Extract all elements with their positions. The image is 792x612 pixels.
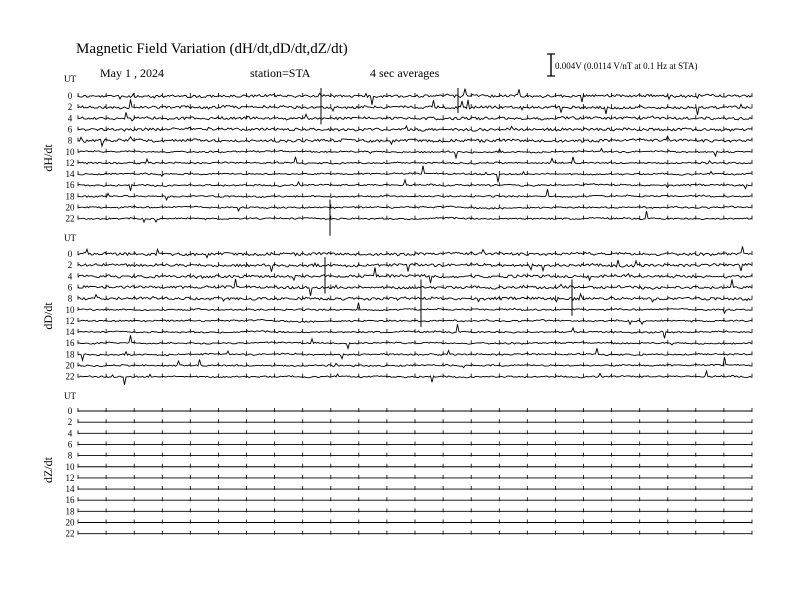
station-label: station=STA <box>250 66 311 80</box>
hour-tick-label: 2 <box>67 260 73 271</box>
hour-tick-label: 4 <box>67 428 73 439</box>
hour-tick-label: 6 <box>67 282 73 293</box>
ut-axis-label: UT <box>64 391 76 401</box>
hour-tick-label: 16 <box>65 495 75 506</box>
hour-tick-label: 4 <box>67 113 73 124</box>
hour-tick-label: 18 <box>65 191 75 202</box>
hour-tick-label: 2 <box>67 102 73 113</box>
hour-tick-label: 12 <box>65 315 75 326</box>
hour-tick-label: 2 <box>67 417 73 428</box>
hour-tick-label: 18 <box>65 506 75 517</box>
hour-tick-label: 20 <box>65 202 75 213</box>
hour-tick-label: 10 <box>65 461 75 472</box>
hour-tick-label: 0 <box>67 91 73 101</box>
hour-tick-label: 12 <box>65 157 75 168</box>
hour-tick-label: 14 <box>65 484 75 495</box>
hour-tick-label: 16 <box>65 180 75 191</box>
hour-tick-label: 22 <box>65 213 75 224</box>
panel-ylabel: dH/dt <box>41 144 55 172</box>
hour-tick-label: 10 <box>65 304 75 315</box>
hour-tick-label: 6 <box>67 439 73 450</box>
averaging-label: 4 sec averages <box>370 66 440 80</box>
hour-tick-label: 4 <box>67 271 73 282</box>
chart-title: Magnetic Field Variation (dH/dt,dD/dt,dZ/dt) <box>76 41 348 57</box>
ut-axis-label: UT <box>64 233 76 243</box>
panel-ylabel: dZ/dt <box>41 457 55 483</box>
hour-tick-label: 22 <box>65 371 75 382</box>
hour-tick-label: 16 <box>65 338 75 349</box>
scale-bar-label: 0.004V (0.0114 V/nT at 0.1 Hz at STA) <box>555 61 698 71</box>
hour-tick-label: 8 <box>67 135 73 146</box>
hour-tick-label: 12 <box>65 472 75 483</box>
hour-tick-label: 14 <box>65 169 75 180</box>
hour-tick-label: 14 <box>65 327 75 338</box>
hour-tick-label: 8 <box>67 293 73 304</box>
ut-axis-label: UT <box>64 74 76 84</box>
date-label: May 1 , 2024 <box>100 66 164 80</box>
hour-tick-label: 10 <box>65 146 75 157</box>
hour-tick-label: 6 <box>67 124 73 135</box>
panel-ylabel: dD/dt <box>41 302 55 330</box>
hour-tick-label: 20 <box>65 360 75 371</box>
hour-tick-label: 0 <box>67 249 73 259</box>
hour-tick-label: 20 <box>65 517 75 528</box>
hour-tick-label: 22 <box>65 528 75 539</box>
hour-tick-label: 8 <box>67 450 73 461</box>
hour-tick-label: 0 <box>67 406 73 416</box>
hour-tick-label: 18 <box>65 349 75 360</box>
